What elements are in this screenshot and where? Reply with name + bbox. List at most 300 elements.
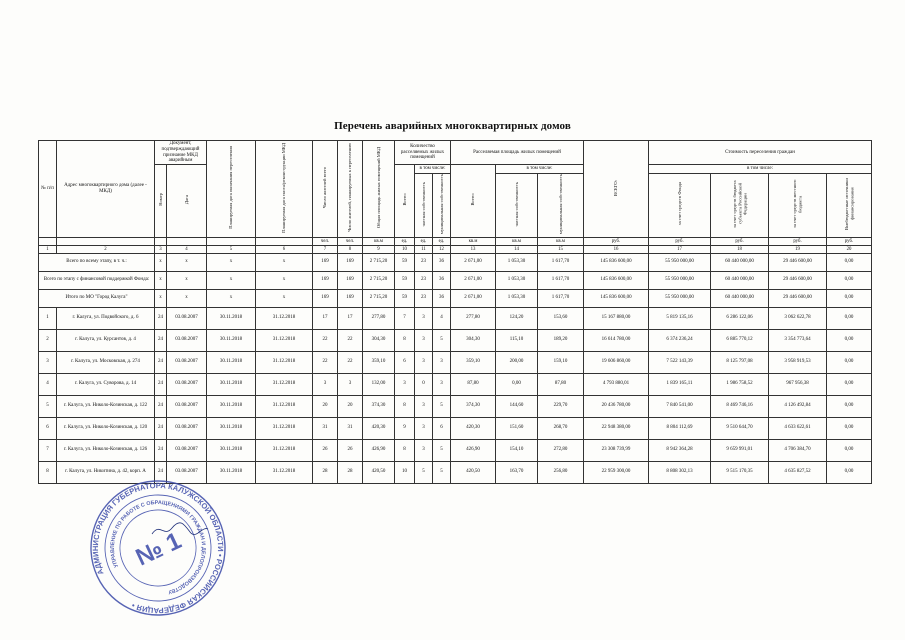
total-label: Итого по МО "Город Калуга": [39, 289, 155, 307]
header-rooms-total: [395, 165, 415, 238]
row-cell-sqpriv: 200,00: [496, 351, 538, 373]
unit-cell: руб.: [827, 237, 872, 245]
row-cell-cost: 15 167 880,00: [584, 307, 649, 329]
row-cell-sq: 426,90: [451, 439, 496, 461]
unit-cell: кв.м: [363, 237, 395, 245]
total-cell-local: 29 446 600,00: [769, 271, 827, 289]
unit-cell: кв.м: [451, 237, 496, 245]
total-cell-local: 29 446 600,00: [769, 253, 827, 271]
table-row: [39, 373, 872, 395]
row-cell-extra: 0,00: [827, 439, 872, 461]
total-cell-mun: 36: [433, 253, 451, 271]
index-cell: 16: [584, 245, 649, 253]
header-rooms-private-text: частная собственность: [420, 181, 426, 227]
housing-table: [38, 140, 872, 484]
row-cell-local: 3 958 919,53: [769, 351, 827, 373]
total-cell-demol: х: [256, 271, 313, 289]
row-cell-sq: 359,10: [451, 351, 496, 373]
row-number: 7: [39, 439, 57, 461]
row-cell-reloc: 30.11.2018: [207, 329, 256, 351]
row-cell-cost: 20 436 780,00: [584, 395, 649, 417]
index-cell: 8: [338, 245, 363, 253]
total-cell-region: 60 440 000,00: [711, 289, 769, 307]
unit-cell: чел.: [338, 237, 363, 245]
header-cost-total: [584, 141, 649, 238]
total-cell-rooms: 59: [395, 289, 415, 307]
index-cell: 15: [538, 245, 584, 253]
row-cell-demol: 31.12.2018: [256, 329, 313, 351]
header-planned-relocation: [207, 141, 256, 238]
row-cell-region: 6 286 122,06: [711, 307, 769, 329]
header-cost-region: [711, 174, 769, 238]
index-cell: 17: [649, 245, 711, 253]
row-cell-extra: 0,00: [827, 373, 872, 395]
row-cell-area: 374,30: [363, 395, 395, 417]
header-doc-number-text: Номер: [157, 193, 163, 206]
index-cell: 19: [769, 245, 827, 253]
row-cell-priv: 5: [415, 461, 433, 483]
row-cell-region: 8 469 746,16: [711, 395, 769, 417]
row-cell-sq: 420,50: [451, 461, 496, 483]
row-number: 6: [39, 417, 57, 439]
total-cell-date: х: [167, 289, 207, 307]
index-cell: 10: [395, 245, 415, 253]
index-cell: 9: [363, 245, 395, 253]
seal-outer-textpath: АДМИНИСТРАЦИЯ ГУБЕРНАТОРА КАЛУЖСКОЙ ОБЛАСТИ • РОССИЙСКАЯ ФЕДЕРАЦИЯ •: [90, 480, 226, 616]
row-cell-local: 4 126 492,84: [769, 395, 827, 417]
row-cell-resp: 26: [338, 439, 363, 461]
header-rooms-incl: в том числе:: [415, 165, 451, 174]
header-rooms-municipal-text: муниципальная собственность: [438, 174, 444, 235]
row-cell-priv: 3: [415, 351, 433, 373]
total-row: [39, 253, 872, 271]
total-cell-rooms: 59: [395, 271, 415, 289]
total-cell-cost: 145 836 600,00: [584, 271, 649, 289]
header-planned-demolition: [256, 141, 313, 238]
row-cell-region: 8 125 797,08: [711, 351, 769, 373]
official-seal: [88, 478, 228, 618]
total-cell-res: 169: [313, 289, 338, 307]
row-cell-num: 24: [155, 373, 167, 395]
total-cell-sqmun: 1 617,70: [538, 253, 584, 271]
row-cell-rooms: 9: [395, 417, 415, 439]
row-cell-reloc: 30.11.2018: [207, 373, 256, 395]
header-planned-demolition-text: Планируемая дата сноса/реконструкции МКД: [281, 142, 287, 233]
index-cell: 2: [57, 245, 155, 253]
row-cell-sqmun: 229,70: [538, 395, 584, 417]
row-cell-date: 03.08.2007: [167, 417, 207, 439]
total-cell-extra: 0,00: [827, 289, 872, 307]
row-cell-num: 24: [155, 351, 167, 373]
row-cell-local: 4 706 384,70: [769, 439, 827, 461]
row-cell-resp: 20: [338, 395, 363, 417]
total-cell-priv: 23: [415, 289, 433, 307]
header-num: № п/п: [39, 141, 57, 238]
row-cell-sqpriv: 115,10: [496, 329, 538, 351]
row-cell-date: 03.08.2007: [167, 439, 207, 461]
row-address: г. Калуга, ул. Николо-Козинская, д. 122: [57, 395, 155, 417]
row-cell-area: 359,10: [363, 351, 395, 373]
total-cell-reloc: х: [207, 289, 256, 307]
row-cell-rooms: 3: [395, 373, 415, 395]
row-cell-sqmun: 272,80: [538, 439, 584, 461]
row-cell-date: 03.08.2007: [167, 461, 207, 483]
row-cell-priv: 3: [415, 439, 433, 461]
total-cell-area: 2 715,20: [363, 271, 395, 289]
row-cell-area: 420,50: [363, 461, 395, 483]
row-cell-rooms: 8: [395, 395, 415, 417]
row-cell-num: 24: [155, 439, 167, 461]
total-cell-res: 169: [313, 253, 338, 271]
row-cell-sqmun: 268,70: [538, 417, 584, 439]
row-cell-sqmun: 87,80: [538, 373, 584, 395]
row-cell-reloc: 30.11.2018: [207, 439, 256, 461]
row-cell-rooms: 6: [395, 351, 415, 373]
row-number: 5: [39, 395, 57, 417]
index-cell: 20: [827, 245, 872, 253]
row-cell-sqpriv: 151,60: [496, 417, 538, 439]
total-cell-resp: 169: [338, 289, 363, 307]
row-cell-num: 24: [155, 461, 167, 483]
row-cell-rooms: 10: [395, 461, 415, 483]
header-rooms-group: Количество расселяемых жилых помещений: [395, 141, 451, 165]
row-cell-sqpriv: 124,20: [496, 307, 538, 329]
total-cell-num: х: [155, 253, 167, 271]
row-address: г. Калуга, ул. Суворова, д. 14: [57, 373, 155, 395]
total-label: Всего по этапу с финансовой поддержкой Фонда:: [39, 271, 155, 289]
index-cell: 12: [433, 245, 451, 253]
total-label: Всего по всему этапу, в т. ч.:: [39, 253, 155, 271]
unit-cell-empty: [207, 237, 256, 245]
total-cell-extra: 0,00: [827, 253, 872, 271]
total-cell-area: 2 715,20: [363, 289, 395, 307]
row-cell-res: 28: [313, 461, 338, 483]
header-cost-extra: [827, 174, 872, 238]
header-residents-text: Число жителей всего: [322, 166, 328, 209]
row-cell-num: 24: [155, 417, 167, 439]
row-cell-demol: 31.12.2018: [256, 395, 313, 417]
row-cell-fund: 8 804 112,69: [649, 417, 711, 439]
header-address: Адрес многоквартирного дома (далее - МКД): [57, 141, 155, 238]
row-number: 4: [39, 373, 57, 395]
unit-cell: кв.м: [496, 237, 538, 245]
row-cell-demol: 31.12.2018: [256, 373, 313, 395]
total-cell-sqmun: 1 617,70: [538, 271, 584, 289]
row-cell-extra: 0,00: [827, 395, 872, 417]
unit-cell: руб.: [649, 237, 711, 245]
row-cell-num: 24: [155, 395, 167, 417]
row-cell-fund: 5 819 135,16: [649, 307, 711, 329]
row-cell-area: 420,30: [363, 417, 395, 439]
row-cell-res: 17: [313, 307, 338, 329]
unit-cell-empty: [155, 237, 167, 245]
total-cell-resp: 169: [338, 253, 363, 271]
row-cell-num: 24: [155, 329, 167, 351]
table-row: [39, 307, 872, 329]
total-cell-priv: 23: [415, 253, 433, 271]
row-cell-fund: 6 374 236,24: [649, 329, 711, 351]
row-address: г. Калуга, ул. Московская, д. 274: [57, 351, 155, 373]
unit-cell: руб.: [584, 237, 649, 245]
total-cell-res: 169: [313, 271, 338, 289]
row-cell-sq: 374,30: [451, 395, 496, 417]
total-cell-sq: 2 671,00: [451, 289, 496, 307]
table-row: [39, 417, 872, 439]
header-cost-group: Стоимость переселения граждан: [649, 141, 872, 165]
units-row: [39, 237, 872, 245]
row-cell-fund: 7 840 541,00: [649, 395, 711, 417]
header-total-area: [363, 141, 395, 238]
header-area-group: Расселяемая площадь жилых помещений: [451, 141, 584, 165]
header-cost-incl: в том числе:: [649, 165, 872, 174]
row-cell-region: 9 510 644,70: [711, 417, 769, 439]
total-cell-reloc: х: [207, 253, 256, 271]
row-cell-mun: 3: [433, 373, 451, 395]
row-cell-date: 03.08.2007: [167, 329, 207, 351]
row-cell-mun: 3: [433, 351, 451, 373]
row-cell-extra: 0,00: [827, 417, 872, 439]
row-cell-local: 3 062 622,78: [769, 307, 827, 329]
row-cell-sqmun: 189,20: [538, 329, 584, 351]
row-cell-mun: 4: [433, 307, 451, 329]
unit-cell: руб.: [769, 237, 827, 245]
total-cell-num: х: [155, 271, 167, 289]
row-cell-res: 22: [313, 351, 338, 373]
table-row: [39, 395, 872, 417]
row-cell-num: 24: [155, 307, 167, 329]
row-cell-date: 03.08.2007: [167, 351, 207, 373]
total-cell-sqpriv: 1 053,30: [496, 271, 538, 289]
index-cell: 1: [39, 245, 57, 253]
header-area-total-text: Всего:: [470, 193, 476, 206]
row-number: 1: [39, 307, 57, 329]
row-cell-region: 9 659 991,01: [711, 439, 769, 461]
total-cell-region: 60 440 000,00: [711, 271, 769, 289]
table-body: [39, 253, 872, 483]
total-cell-reloc: х: [207, 271, 256, 289]
table-row: [39, 351, 872, 373]
row-cell-area: 304,30: [363, 329, 395, 351]
row-cell-region: 9 515 170,35: [711, 461, 769, 483]
row-cell-region: 6 885 770,12: [711, 329, 769, 351]
row-cell-sqmun: 256,80: [538, 461, 584, 483]
total-cell-num: х: [155, 289, 167, 307]
row-cell-res: 26: [313, 439, 338, 461]
row-cell-local: 967 956,38: [769, 373, 827, 395]
row-cell-resp: 28: [338, 461, 363, 483]
header-cost-fund-text: за счет средств Фонда: [676, 182, 682, 226]
header-area-private: [496, 174, 538, 238]
header-rooms-total-text: Всего:: [401, 193, 407, 206]
total-cell-demol: х: [256, 289, 313, 307]
row-cell-demol: 31.12.2018: [256, 417, 313, 439]
row-cell-fund: 1 839 165,11: [649, 373, 711, 395]
header-cost-region-text: за счет средств бюджета субъекта Российской Федерации: [731, 180, 748, 228]
header-doc-date-text: Дата: [183, 194, 189, 205]
row-cell-area: 132,00: [363, 373, 395, 395]
row-cell-region: 1 986 758,52: [711, 373, 769, 395]
header-doc-date: [167, 165, 207, 238]
total-cell-sqmun: 1 617,70: [538, 289, 584, 307]
row-cell-demol: 31.12.2018: [256, 307, 313, 329]
row-cell-local: 3 354 773,64: [769, 329, 827, 351]
unit-cell: кв.м: [538, 237, 584, 245]
unit-cell: чел.: [313, 237, 338, 245]
total-cell-resp: 169: [338, 271, 363, 289]
row-cell-cost: 16 614 780,00: [584, 329, 649, 351]
header-residents-planned: [338, 141, 363, 238]
total-row: [39, 289, 872, 307]
row-cell-rooms: 8: [395, 329, 415, 351]
index-cell: 6: [256, 245, 313, 253]
document-title: Перечень аварийных многоквартирных домов: [334, 120, 571, 132]
row-cell-priv: 0: [415, 373, 433, 395]
index-cell: 3: [155, 245, 167, 253]
total-cell-cost: 145 836 600,00: [584, 289, 649, 307]
row-cell-sqmun: 153,60: [538, 307, 584, 329]
row-cell-mun: 5: [433, 395, 451, 417]
row-cell-cost: 22 948 380,00: [584, 417, 649, 439]
unit-cell: руб.: [711, 237, 769, 245]
table-row: [39, 329, 872, 351]
row-cell-area: 426,90: [363, 439, 395, 461]
row-cell-reloc: 30.11.2018: [207, 417, 256, 439]
row-address: г. Калуга, ул. Подвойского, д. 6: [57, 307, 155, 329]
row-cell-sq: 304,30: [451, 329, 496, 351]
row-cell-sqpriv: 163,70: [496, 461, 538, 483]
row-cell-sqmun: 159,10: [538, 351, 584, 373]
row-cell-local: 4 633 622,61: [769, 417, 827, 439]
index-cell: 4: [167, 245, 207, 253]
unit-cell: ед.: [433, 237, 451, 245]
row-cell-cost: 23 308 739,99: [584, 439, 649, 461]
index-cell: 18: [711, 245, 769, 253]
row-cell-fund: 8 942 364,28: [649, 439, 711, 461]
row-number: 2: [39, 329, 57, 351]
unit-cell-empty: [39, 237, 57, 245]
index-cell: 7: [313, 245, 338, 253]
row-cell-fund: 8 808 302,13: [649, 461, 711, 483]
unit-cell-empty: [256, 237, 313, 245]
row-number: 8: [39, 461, 57, 483]
total-cell-local: 29 446 600,00: [769, 289, 827, 307]
index-cell: 14: [496, 245, 538, 253]
index-cell: 5: [207, 245, 256, 253]
row-cell-resp: 17: [338, 307, 363, 329]
row-cell-rooms: 7: [395, 307, 415, 329]
row-address: г. Калуга, ул. Никитина, д. 42, корп. А: [57, 461, 155, 483]
header-cost-extra-text: Внебюджетные источники финансирования: [843, 178, 854, 230]
header-area-private-text: частная собственность: [513, 181, 519, 227]
row-cell-mun: 5: [433, 439, 451, 461]
row-cell-extra: 0,00: [827, 461, 872, 483]
row-cell-mun: 6: [433, 417, 451, 439]
row-cell-res: 22: [313, 329, 338, 351]
total-cell-fund: 55 950 000,00: [649, 271, 711, 289]
row-cell-rooms: 8: [395, 439, 415, 461]
row-cell-area: 277,80: [363, 307, 395, 329]
row-cell-date: 03.08.2007: [167, 373, 207, 395]
header-cost-total-text: ВСЕГО:: [613, 179, 619, 196]
seal-number: № 1: [131, 527, 186, 572]
seal-inner-textpath: УПРАВЛЕНИЕ ПО РАБОТЕ С ОБРАЩЕНИЯМИ ГРАЖДАН И ДЕЛОПРОИЗВОДСТВУ: [109, 499, 207, 595]
unit-cell-empty: [57, 237, 155, 245]
row-cell-cost: 4 793 880,01: [584, 373, 649, 395]
total-cell-fund: 55 950 000,00: [649, 253, 711, 271]
header-area-incl: в том числе:: [496, 165, 584, 174]
unit-cell: ед.: [415, 237, 433, 245]
header-residents-planned-text: Число жителей, планируемых к переселению: [347, 143, 353, 232]
row-address: г. Калуга, ул. Николо-Козинская, д. 126: [57, 439, 155, 461]
total-cell-priv: 23: [415, 271, 433, 289]
row-cell-resp: 31: [338, 417, 363, 439]
row-cell-fund: 7 522 143,39: [649, 351, 711, 373]
row-address: г. Калуга, ул. Николо-Козинская, д. 120: [57, 417, 155, 439]
header-rooms-private: [415, 174, 433, 238]
row-cell-priv: 3: [415, 417, 433, 439]
row-address: г. Калуга, ул. Курсантов, д. 4: [57, 329, 155, 351]
unit-cell-empty: [167, 237, 207, 245]
row-cell-demol: 31.12.2018: [256, 439, 313, 461]
row-cell-extra: 0,00: [827, 329, 872, 351]
total-cell-region: 60 440 000,00: [711, 253, 769, 271]
header-doc-group: Документ, подтверждающий признание МКД аварийным: [155, 141, 207, 165]
total-row: [39, 271, 872, 289]
total-cell-mun: 36: [433, 271, 451, 289]
row-cell-reloc: 30.11.2018: [207, 395, 256, 417]
index-cell: 13: [451, 245, 496, 253]
row-cell-priv: 3: [415, 307, 433, 329]
header-area-total: [451, 165, 496, 238]
signature-scribble: [150, 520, 210, 540]
total-cell-cost: 145 836 600,00: [584, 253, 649, 271]
row-cell-date: 03.08.2007: [167, 307, 207, 329]
total-cell-sq: 2 671,00: [451, 253, 496, 271]
row-cell-reloc: 30.11.2018: [207, 461, 256, 483]
row-cell-extra: 0,00: [827, 307, 872, 329]
total-cell-date: х: [167, 271, 207, 289]
index-cell: 11: [415, 245, 433, 253]
row-cell-mun: 5: [433, 461, 451, 483]
row-cell-date: 03.08.2007: [167, 395, 207, 417]
row-cell-demol: 31.12.2018: [256, 461, 313, 483]
header-doc-number: [155, 165, 167, 238]
row-cell-demol: 31.12.2018: [256, 351, 313, 373]
row-cell-extra: 0,00: [827, 351, 872, 373]
total-cell-sqpriv: 1 053,30: [496, 289, 538, 307]
row-cell-local: 4 635 827,52: [769, 461, 827, 483]
row-cell-sqpriv: 154,10: [496, 439, 538, 461]
total-cell-sq: 2 671,00: [451, 271, 496, 289]
row-cell-reloc: 30.11.2018: [207, 307, 256, 329]
row-cell-priv: 3: [415, 395, 433, 417]
row-cell-priv: 3: [415, 329, 433, 351]
header-planned-relocation-text: Планируемая дата окончания переселения: [228, 146, 234, 229]
unit-cell: ед.: [395, 237, 415, 245]
header-residents: [313, 141, 338, 238]
row-cell-sq: 420,30: [451, 417, 496, 439]
header-cost-local-text: за счет средств местного бюджета: [792, 179, 803, 229]
row-cell-sq: 87,80: [451, 373, 496, 395]
total-cell-extra: 0,00: [827, 271, 872, 289]
index-row: [39, 245, 872, 253]
header-area-municipal-text: муниципальная собственность: [557, 174, 563, 235]
total-cell-demol: х: [256, 253, 313, 271]
row-cell-res: 20: [313, 395, 338, 417]
row-number: 3: [39, 351, 57, 373]
header-rooms-municipal: [433, 174, 451, 238]
row-cell-resp: 3: [338, 373, 363, 395]
